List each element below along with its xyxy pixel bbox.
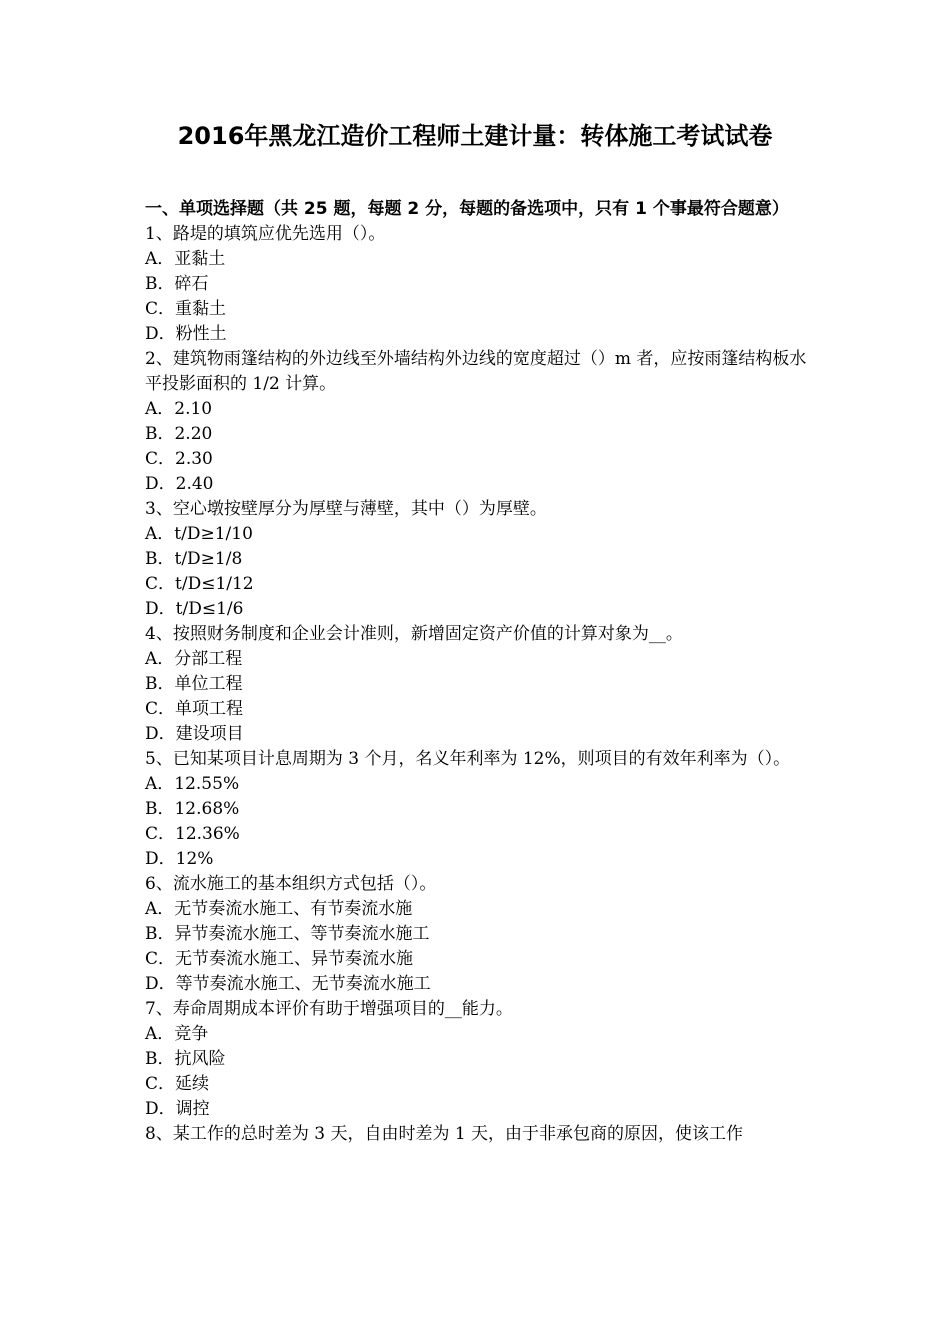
- option-b: B．碎石: [145, 274, 209, 294]
- option-b: B．12.68%: [145, 799, 240, 819]
- option-d: D．2.40: [145, 474, 214, 494]
- question-4: [145, 622, 810, 747]
- option-c: C．12.36%: [145, 824, 240, 844]
- question-text: 4、按照财务制度和企业会计准则，新增固定资产价值的计算对象为__。: [145, 624, 683, 644]
- option-c: C．延续: [145, 1074, 210, 1094]
- question-text: 7、寿命周期成本评价有助于增强项目的__能力。: [145, 999, 513, 1019]
- option-b: B．单位工程: [145, 674, 243, 694]
- option-d: D．12%: [145, 849, 214, 869]
- question-text: 5、已知某项目计息周期为 3 个月，名义年利率为 12%，则项目的有效年利率为（）。: [145, 749, 791, 769]
- option-d: D．t/D≤1/6: [145, 599, 244, 619]
- question-text: 1、路堤的填筑应优先选用（）。: [145, 224, 386, 244]
- option-a: A．竞争: [145, 1024, 209, 1044]
- option-a: A．无节奏流水施工、有节奏流水施: [145, 899, 413, 919]
- question-text: 6、流水施工的基本组织方式包括（）。: [145, 874, 437, 894]
- option-a: A．亚黏土: [145, 249, 226, 269]
- option-c: C．单项工程: [145, 699, 244, 719]
- option-a: A．12.55%: [145, 774, 240, 794]
- option-b: B．异节奏流水施工、等节奏流水施工: [145, 924, 430, 944]
- question-1: [145, 222, 810, 347]
- question-text: 8、某工作的总时差为 3 天，自由时差为 1 天，由于非承包商的原因，使该工作: [145, 1124, 744, 1144]
- document-body: [145, 197, 810, 1147]
- option-b: B．2.20: [145, 424, 213, 444]
- option-d: D．调控: [145, 1099, 210, 1119]
- option-a: A．2.10: [145, 399, 213, 419]
- option-a: A．分部工程: [145, 649, 243, 669]
- document-title: 2016年黑龙江造价工程师土建计量：转体施工考试试卷: [177, 122, 773, 150]
- question-5: [145, 747, 810, 872]
- question-2: [145, 347, 810, 497]
- option-d: D．建设项目: [145, 724, 244, 744]
- option-a: A．t/D≥1/10: [145, 524, 253, 544]
- question-3: [145, 497, 810, 622]
- option-d: D．粉性土: [145, 324, 227, 344]
- question-text: 3、空心墩按壁厚分为厚壁与薄壁，其中（）为厚壁。: [145, 499, 547, 519]
- section-heading: 一、单项选择题（共 25 题，每题 2 分，每题的备选项中，只有 1 个事最符合题意）: [145, 199, 789, 219]
- question-7: [145, 997, 810, 1122]
- question-8: [145, 1122, 810, 1147]
- option-c: C．t/D≤1/12: [145, 574, 254, 594]
- question-6: [145, 872, 810, 997]
- option-c: C．无节奏流水施工、异节奏流水施: [145, 949, 414, 969]
- option-d: D．等节奏流水施工、无节奏流水施工: [145, 974, 431, 994]
- option-c: C．2.30: [145, 449, 213, 469]
- option-c: C．重黏土: [145, 299, 227, 319]
- option-b: B．抗风险: [145, 1049, 226, 1069]
- option-b: B．t/D≥1/8: [145, 549, 243, 569]
- question-text: 2、建筑物雨篷结构的外边线至外墙结构外边线的宽度超过（）m 者，应按雨篷结构板水平投影面积的 1/2 计算。: [145, 349, 807, 394]
